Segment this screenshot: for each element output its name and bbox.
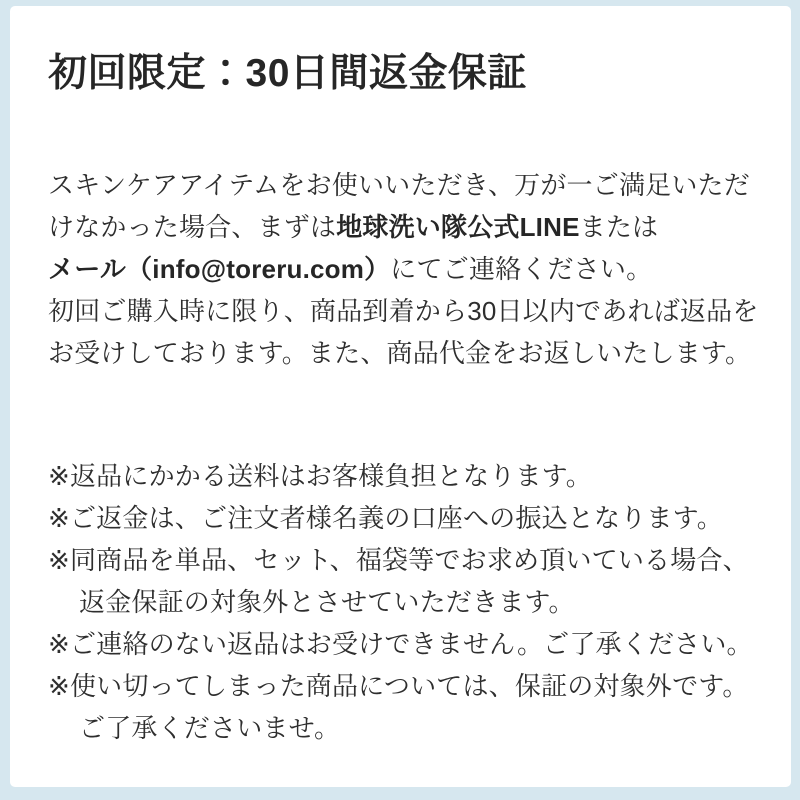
- intro-line: [48, 290, 765, 332]
- line-account-name: 地球洗い隊公式LINE: [336, 212, 580, 242]
- notes-list: [48, 455, 765, 749]
- page-title: 初回限定：30日間返金保証: [48, 52, 527, 95]
- note-line-continuation: 返金保証の対象外とさせていただきます。: [79, 587, 575, 617]
- text-segment: お受けしております。また、商品代金をお返しいたします。: [48, 338, 752, 368]
- note-line: ※ご返金は、ご注文者様名義の口座への振込となります。: [48, 503, 723, 533]
- note-line: ※ご連絡のない返品はお受けできません。ご了承ください。: [48, 629, 753, 659]
- email-address: info@toreru.com: [152, 254, 365, 284]
- note-line-continuation: ご了承くださいませ。: [79, 713, 341, 743]
- note-line: ※同商品を単品、セット、福袋等でお求め頂いている場合、: [48, 545, 749, 575]
- text-segment: または: [579, 212, 659, 242]
- text-segment: メール（: [48, 254, 153, 284]
- note-line: ※使い切ってしまった商品については、保証の対象外です。: [48, 671, 749, 701]
- intro-line: [48, 206, 765, 248]
- intro-line: [48, 164, 765, 206]
- note-line: ※返品にかかる送料はお客様負担となります。: [48, 461, 592, 491]
- intro-line: [48, 332, 765, 374]
- text-segment: スキンケアアイテムをお使いいただき、万が一ご満足いただ: [48, 170, 750, 200]
- guarantee-panel: [10, 6, 791, 787]
- text-segment: にてご連絡ください。: [390, 254, 653, 284]
- text-segment: 初回ご購入時に限り、商品到着から30日以内であれば返品を: [48, 296, 759, 326]
- text-segment: けなかった場合、まずは: [48, 212, 337, 242]
- text-segment: ）: [364, 254, 391, 284]
- intro-paragraph: [48, 164, 765, 374]
- intro-line: [48, 248, 765, 290]
